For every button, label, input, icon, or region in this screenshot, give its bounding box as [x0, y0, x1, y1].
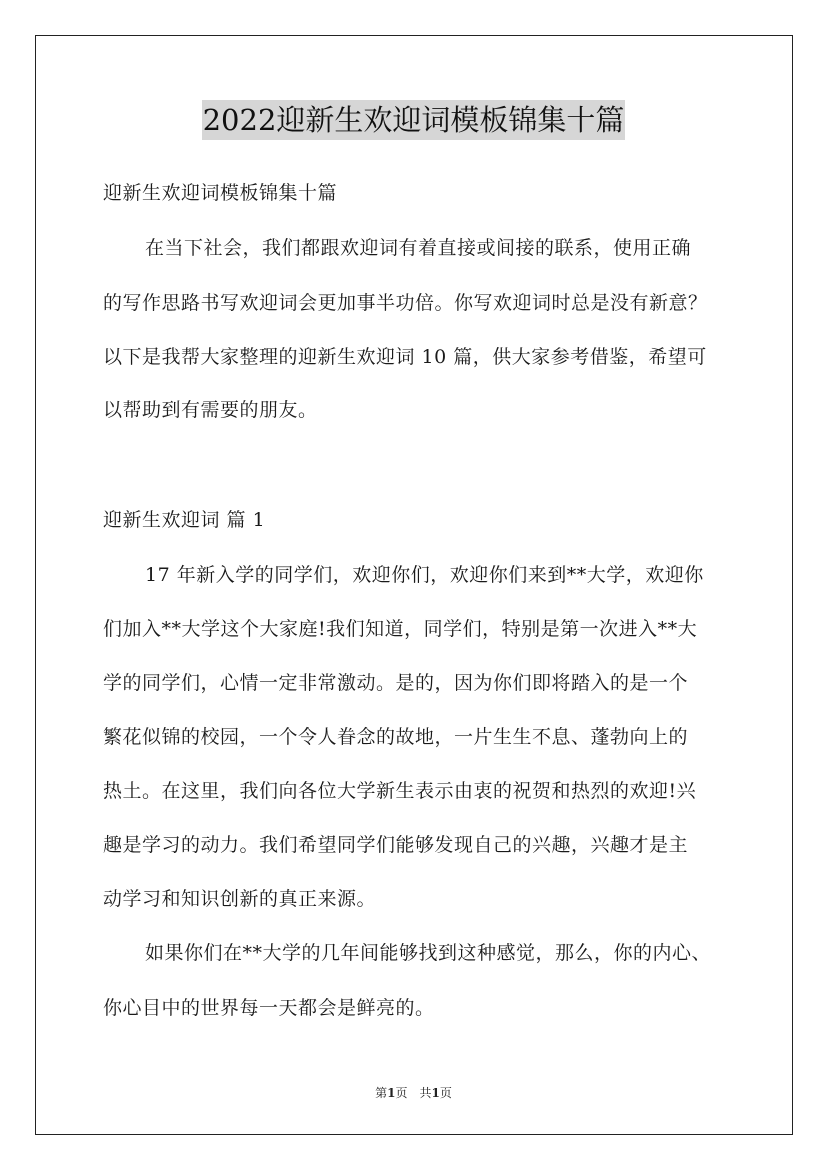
paragraph-line: 趣是学习的动力。我们希望同学们能够发现自己的兴趣，兴趣才是主 — [103, 834, 689, 856]
paragraph-line: 你心目中的世界每一天都会是鲜亮的。 — [103, 997, 435, 1019]
title-container — [0, 100, 827, 140]
paragraph-line: 如果你们在**大学的几年间能够找到这种感觉，那么，你的内心、 — [145, 942, 712, 964]
intro-line: 以帮助到有需要的朋友。 — [103, 399, 318, 421]
total-prefix: 共 — [419, 1086, 432, 1100]
paragraph-line: 繁花似锦的校园，一个令人眷念的故地，一片生生不息、蓬勃向上的 — [103, 726, 689, 748]
section-heading: 迎新生欢迎词 篇 1 — [103, 509, 266, 531]
page-current: 1 — [387, 1086, 396, 1100]
page-unit: 页 — [395, 1086, 408, 1100]
page-prefix: 第 — [375, 1086, 388, 1100]
paragraph-line: 们加入**大学这个大家庭!我们知道，同学们，特别是第一次进入**大 — [103, 618, 698, 640]
paragraph-line: 学的同学们，心情一定非常激动。是的，因为你们即将踏入的是一个 — [103, 672, 689, 694]
intro-line: 的写作思路书写欢迎词会更加事半功倍。你写欢迎词时总是没有新意？ — [103, 292, 708, 314]
document-subtitle: 迎新生欢迎词模板锦集十篇 — [103, 182, 338, 204]
page-total: 1 — [431, 1086, 440, 1100]
paragraph-line: 17 年新入学的同学们，欢迎你们，欢迎你们来到**大学，欢迎你 — [145, 564, 704, 586]
total-unit: 页 — [439, 1086, 452, 1100]
intro-line: 以下是我帮大家整理的迎新生欢迎词 10 篇，供大家参考借鉴，希望可 — [103, 346, 707, 368]
paragraph-line: 热土。在这里，我们向各位大学新生表示由衷的祝贺和热烈的欢迎!兴 — [103, 780, 697, 802]
document-title: 2022迎新生欢迎词模板锦集十篇 — [202, 100, 626, 140]
page-footer — [0, 1085, 827, 1101]
paragraph-line: 动学习和知识创新的真正来源。 — [103, 888, 377, 910]
intro-line: 在当下社会，我们都跟欢迎词有着直接或间接的联系，使用正确 — [145, 237, 692, 259]
